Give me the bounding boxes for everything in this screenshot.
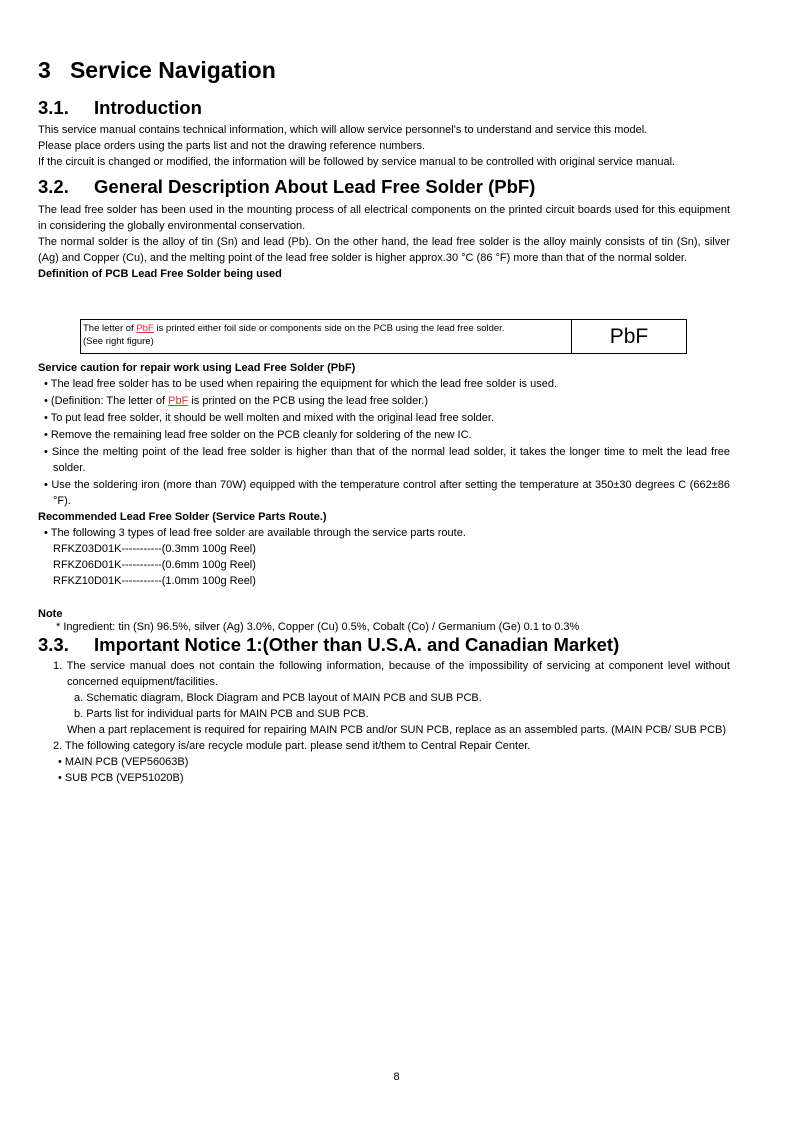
bullet: •	[44, 527, 48, 539]
paragraph: The normal solder is the alloy of tin (Sn) and lead (Pb). On the other hand, the lead free solder is the alloy mainly consists of tin (Sn), silver (Ag) and Copper (Cu), and the melting point of the lead free solder is higher approx.30 °C (86 °F) more than that of the normal solder.	[38, 236, 730, 264]
section-number: 3.3.	[38, 634, 69, 655]
text: Use the soldering iron (more than 70W) equipped with the temperature control after setting the temperature at 350±30 degrees C (662±86 °F).	[51, 479, 730, 507]
section-3-2-heading	[38, 176, 535, 198]
text: MAIN PCB (VEP56063B)	[64, 756, 189, 768]
lead-free-description	[38, 202, 730, 282]
pbf-mark: PbF	[168, 395, 189, 407]
important-notice	[38, 658, 730, 786]
text: The lead free solder has to be used when repairing the equipment for which the lead free solder is used.	[50, 378, 558, 390]
text: (See right figure)	[83, 336, 154, 347]
text: is printed either foil side or components side on the PCB using the lead free solder.	[153, 323, 505, 334]
text: Remove the remaining lead free solder on the PCB cleanly for soldering of the new IC.	[50, 429, 472, 441]
bullet: •	[44, 479, 48, 491]
section-title: Important Notice 1:(Other than U.S.A. and Canadian Market)	[94, 634, 620, 655]
definition-heading: Definition of PCB Lead Free Solder being used	[38, 268, 282, 280]
text: is printed on the PCB using the lead free solder.)	[188, 395, 428, 407]
section-3-3-heading	[38, 634, 619, 656]
part-number: RFKZ10D01K-----------(1.0mm 100g Reel)	[53, 575, 256, 587]
sub-item: a. Schematic diagram, Block Diagram and PCB layout of MAIN PCB and SUB PCB.	[74, 692, 482, 704]
bullet: •	[44, 378, 48, 390]
list-item	[38, 427, 730, 443]
caution-heading: Service caution for repair work using Lead Free Solder (PbF)	[38, 362, 356, 374]
text: Since the melting point of the lead free solder is higher than that of the normal lead solder, it takes the longer time to melt the lead free solder.	[51, 446, 730, 474]
bullet: •	[58, 772, 62, 784]
text: SUB PCB (VEP51020B)	[64, 772, 184, 784]
sub-item: b. Parts list for individual parts for MAIN PCB and SUB PCB.	[74, 708, 369, 720]
intro-line: If the circuit is changed or modified, the information will be followed by service manual to be controlled with original service manual.	[38, 156, 676, 168]
paragraph: The lead free solder has been used in the mounting process of all electrical components on the printed circuit boards used for this equipment in considering the globally environmental conservation.	[38, 204, 730, 232]
list-item	[38, 393, 730, 409]
text: The letter of	[83, 323, 137, 334]
intro-line: Please place orders using the parts list and not the drawing reference numbers.	[38, 140, 426, 152]
bullet: •	[44, 429, 48, 441]
list-item	[38, 376, 730, 392]
text: (Definition: The letter of	[50, 395, 169, 407]
list-item	[38, 410, 730, 426]
page-number: 8	[393, 1071, 400, 1083]
bullet: •	[44, 412, 48, 424]
section-title: Introduction	[94, 97, 202, 118]
list-item: 2. The following category is/are recycle module part. please send it/them to Central Repair Center.	[53, 740, 531, 752]
intro-line: This service manual contains technical information, which will allow service personnel's to understand and service this model.	[38, 124, 648, 136]
section-3-1-heading	[38, 97, 202, 119]
bullet: •	[58, 756, 62, 768]
note-text: * Ingredient: tin (Sn) 96.5%, silver (Ag) 3.0%, Copper (Cu) 0.5%, Cobalt (Co) / Germanium (Ge) 0.1 to 0.3%	[56, 621, 580, 633]
list-item: 1. The service manual does not contain the following information, because of the impossibility of servicing at component level without concerned equipment/facilities.	[53, 660, 730, 688]
bullet: •	[44, 446, 48, 458]
recommended-heading: Recommended Lead Free Solder (Service Parts Route.)	[38, 511, 327, 523]
part-number: RFKZ03D01K-----------(0.3mm 100g Reel)	[53, 543, 256, 555]
page-title: 3 Service Navigation	[38, 57, 276, 83]
text: The following 3 types of lead free solder are available through the service parts route.	[50, 527, 466, 539]
section-number: 3.1.	[38, 97, 69, 118]
pbf-mark: PbF	[136, 323, 154, 334]
list-item	[38, 754, 730, 770]
bullet: •	[44, 395, 48, 407]
part-number: RFKZ06D01K-----------(0.6mm 100g Reel)	[53, 559, 256, 571]
list-item	[38, 525, 730, 541]
list-item	[38, 444, 730, 476]
list-item	[38, 770, 730, 786]
pbf-definition-text	[81, 320, 572, 353]
pbf-definition-table	[80, 319, 687, 354]
section-title: General Description About Lead Free Solder (PbF)	[94, 176, 536, 197]
note-heading: Note	[38, 608, 63, 620]
service-caution	[38, 360, 730, 635]
paragraph: When a part replacement is required for repairing MAIN PCB and/or SUN PCB, replace as an assembled parts. (MAIN PCB/ SUB PCB)	[67, 724, 727, 736]
pbf-figure: PbF	[609, 324, 649, 348]
list-item	[38, 477, 730, 509]
intro-text	[38, 122, 730, 170]
section-number: 3.2.	[38, 176, 69, 197]
text: To put lead free solder, it should be well molten and mixed with the original lead free solder.	[50, 412, 495, 424]
